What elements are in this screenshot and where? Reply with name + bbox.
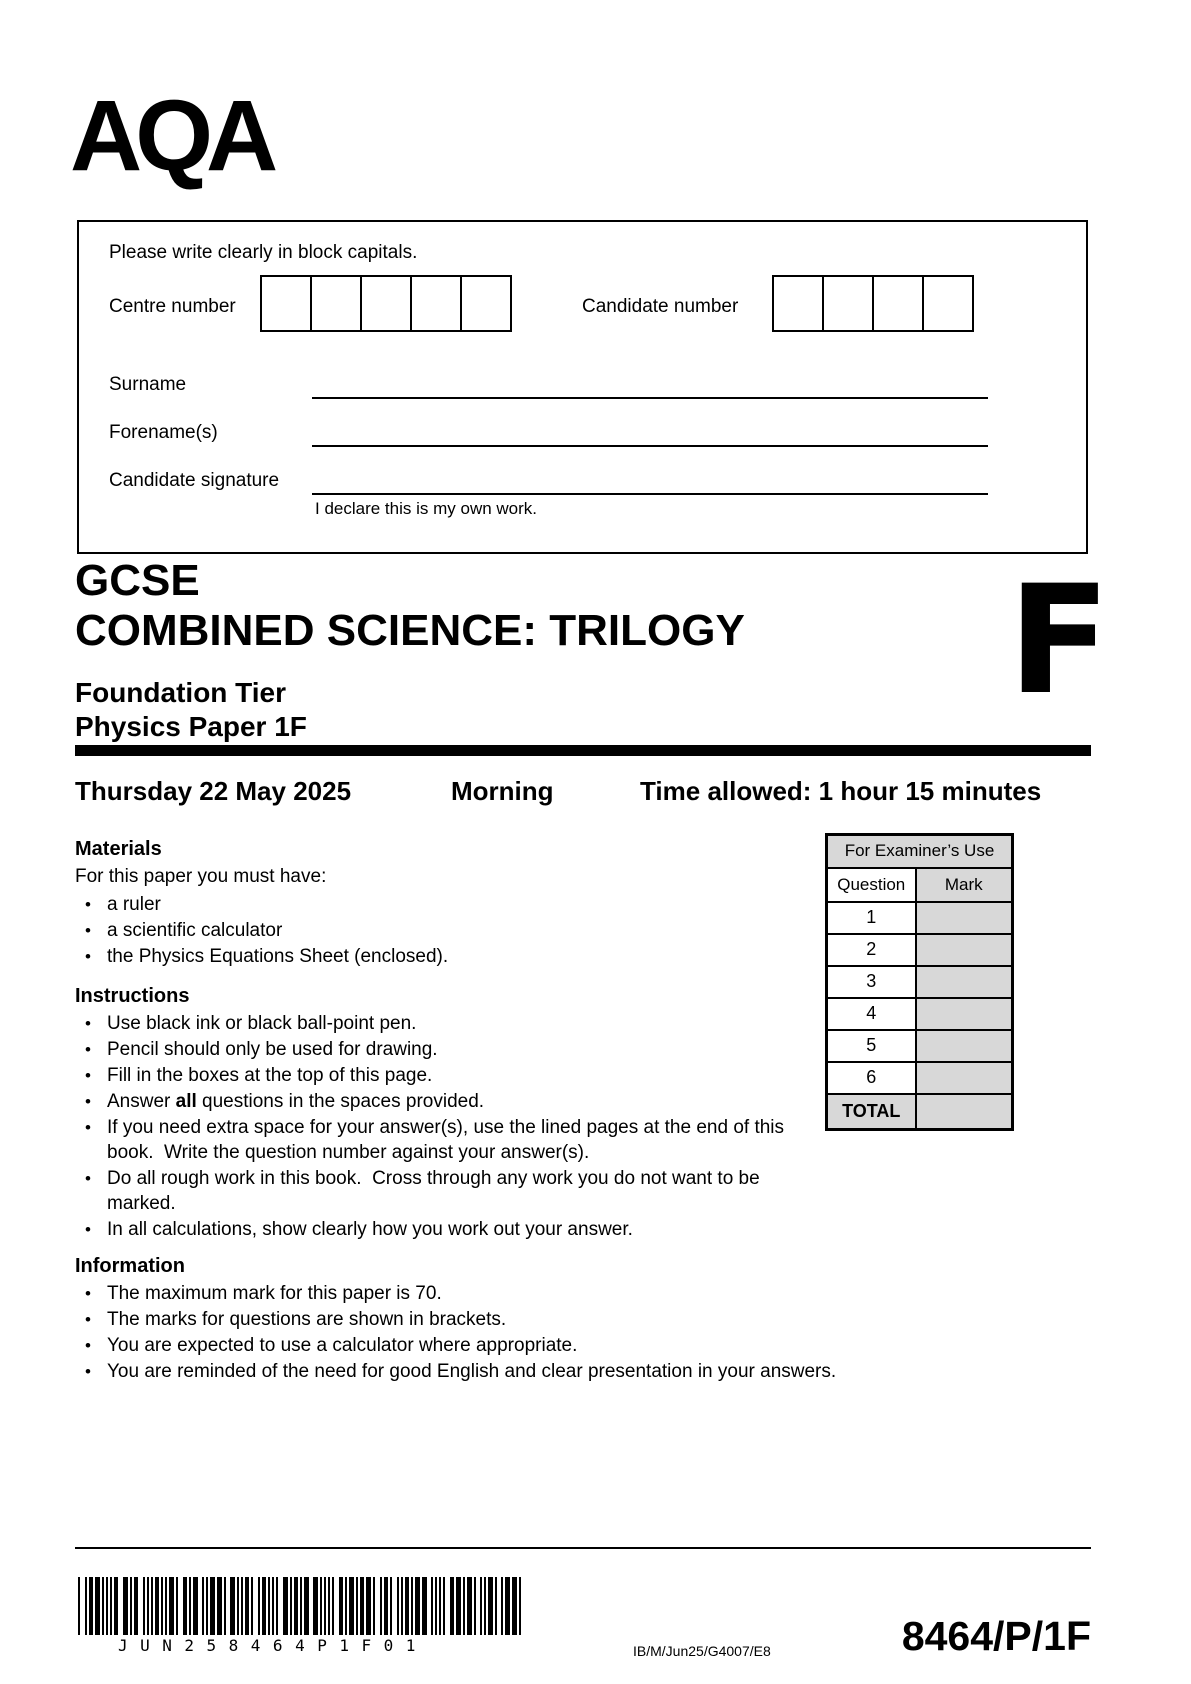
bullet-icon: • xyxy=(85,1014,91,1033)
information-section xyxy=(75,1253,1035,1385)
mark-entry-cell[interactable] xyxy=(916,998,1013,1030)
entry-cell[interactable] xyxy=(260,275,312,332)
bullet-item: • You are expected to use a calculator where appropriate. xyxy=(85,1335,578,1356)
materials-heading: Materials xyxy=(75,838,162,860)
bullet-icon: • xyxy=(85,1169,91,1188)
bullet-item: • Do all rough work in this book. Cross through any work you do not want to be marked. xyxy=(85,1168,760,1214)
question-number-cell: 5 xyxy=(827,1030,916,1062)
information-heading: Information xyxy=(75,1255,185,1277)
bullet-icon: • xyxy=(85,1336,91,1355)
qualification-title: GCSE xyxy=(75,556,200,605)
thick-divider-rule xyxy=(75,745,1091,756)
tier-label: Foundation Tier xyxy=(75,677,287,708)
declaration-text: I declare this is my own work. xyxy=(315,499,538,518)
mark-entry-cell[interactable] xyxy=(916,934,1013,966)
question-column-header: Question xyxy=(827,868,916,902)
footer-rule xyxy=(75,1547,1091,1549)
entry-cell[interactable] xyxy=(360,275,412,332)
materials-section xyxy=(75,836,820,970)
information-list xyxy=(75,1281,1035,1384)
session-row xyxy=(75,776,1091,812)
paper-label: Physics Paper 1F xyxy=(75,711,307,742)
subject-title: COMBINED SCIENCE: TRILOGY xyxy=(75,606,745,655)
materials-list xyxy=(75,892,820,969)
mark-entry-cell[interactable] xyxy=(916,1030,1013,1062)
forenames-input-line[interactable] xyxy=(312,421,988,447)
bullet-item: • a scientific calculator xyxy=(85,920,283,941)
entry-cell[interactable] xyxy=(310,275,362,332)
aqa-logo: AQA xyxy=(70,80,272,192)
bullet-icon: • xyxy=(85,921,91,940)
mark-entry-cell[interactable] xyxy=(916,1062,1013,1094)
foundation-tier-letter: F xyxy=(1008,554,1111,728)
signature-input-line[interactable] xyxy=(312,469,988,495)
barcode-block xyxy=(78,1577,521,1655)
candidate-signature-label: Candidate signature xyxy=(109,470,280,491)
bullet-icon: • xyxy=(85,1066,91,1085)
question-number-cell: 1 xyxy=(827,902,916,934)
bullet-item: • the Physics Equations Sheet (enclosed). xyxy=(85,946,449,967)
total-mark-cell[interactable] xyxy=(916,1094,1013,1130)
entry-cell[interactable] xyxy=(822,275,874,332)
total-label-cell: TOTAL xyxy=(827,1094,916,1130)
question-number-cell: 6 xyxy=(827,1062,916,1094)
entry-cell[interactable] xyxy=(772,275,824,332)
bullet-icon: • xyxy=(85,1220,91,1239)
exam-session: Morning xyxy=(451,776,554,806)
bullet-item: • Answer all questions in the spaces provided. xyxy=(85,1091,485,1112)
entry-cell[interactable] xyxy=(922,275,974,332)
bullet-icon: • xyxy=(85,947,91,966)
title-block xyxy=(75,556,745,744)
instructions-heading: Instructions xyxy=(75,985,190,1007)
question-number-cell: 2 xyxy=(827,934,916,966)
examiner-table-title: For Examiner’s Use xyxy=(827,835,1013,868)
bullet-icon: • xyxy=(85,895,91,914)
candidate-number-cells[interactable] xyxy=(772,275,974,332)
bullet-item: • Pencil should only be used for drawing. xyxy=(85,1039,438,1060)
bullet-item: • The marks for questions are shown in brackets. xyxy=(85,1309,507,1330)
mark-entry-cell[interactable] xyxy=(916,966,1013,998)
entry-cell[interactable] xyxy=(872,275,924,332)
bullet-icon: • xyxy=(85,1118,91,1137)
bullet-item: • You are reminded of the need for good English and clear presentation in your answers. xyxy=(85,1361,837,1382)
bullet-icon: • xyxy=(85,1310,91,1329)
bullet-item: • The maximum mark for this paper is 70. xyxy=(85,1283,442,1304)
candidate-details-box xyxy=(77,220,1088,554)
bullet-icon: • xyxy=(85,1284,91,1303)
question-number-cell: 4 xyxy=(827,998,916,1030)
bullet-item: • Use black ink or black ball-point pen. xyxy=(85,1013,417,1034)
exam-date: Thursday 22 May 2025 xyxy=(75,776,352,806)
surname-input-line[interactable] xyxy=(312,373,988,399)
instructions-list xyxy=(75,1011,823,1242)
examiner-use-table xyxy=(825,833,1014,1131)
bullet-item: • If you need extra space for your answer(s), use the lined pages at the end of this book. Write the question number against your answer(s). xyxy=(85,1117,785,1163)
entry-cell[interactable] xyxy=(460,275,512,332)
forenames-label: Forename(s) xyxy=(109,422,218,443)
bullet-icon: • xyxy=(85,1092,91,1111)
centre-number-label: Centre number xyxy=(109,296,236,317)
paper-code: 8464/P/1F xyxy=(901,1613,1091,1659)
mark-entry-cell[interactable] xyxy=(916,902,1013,934)
time-allowed: Time allowed: 1 hour 15 minutes xyxy=(640,776,1042,806)
materials-intro: For this paper you must have: xyxy=(75,866,327,887)
bullet-icon: • xyxy=(85,1362,91,1381)
bullet-icon: • xyxy=(85,1040,91,1059)
instructions-section xyxy=(75,983,823,1243)
bullet-item: • a ruler xyxy=(85,894,161,915)
bullet-item: • In all calculations, show clearly how you work out your answer. xyxy=(85,1219,633,1240)
bullet-item: • Fill in the boxes at the top of this page. xyxy=(85,1065,433,1086)
block-capitals-instruction: Please write clearly in block capitals. xyxy=(109,242,418,263)
footer-reference: IB/M/Jun25/G4007/E8 xyxy=(633,1643,771,1659)
question-number-cell: 3 xyxy=(827,966,916,998)
barcode-text: JUN258464P1F01 xyxy=(118,1636,428,1655)
mark-column-header: Mark xyxy=(916,868,1013,902)
centre-number-cells[interactable] xyxy=(260,275,512,332)
entry-cell[interactable] xyxy=(410,275,462,332)
candidate-number-label: Candidate number xyxy=(582,296,739,317)
barcode xyxy=(78,1577,521,1635)
surname-label: Surname xyxy=(109,374,187,395)
